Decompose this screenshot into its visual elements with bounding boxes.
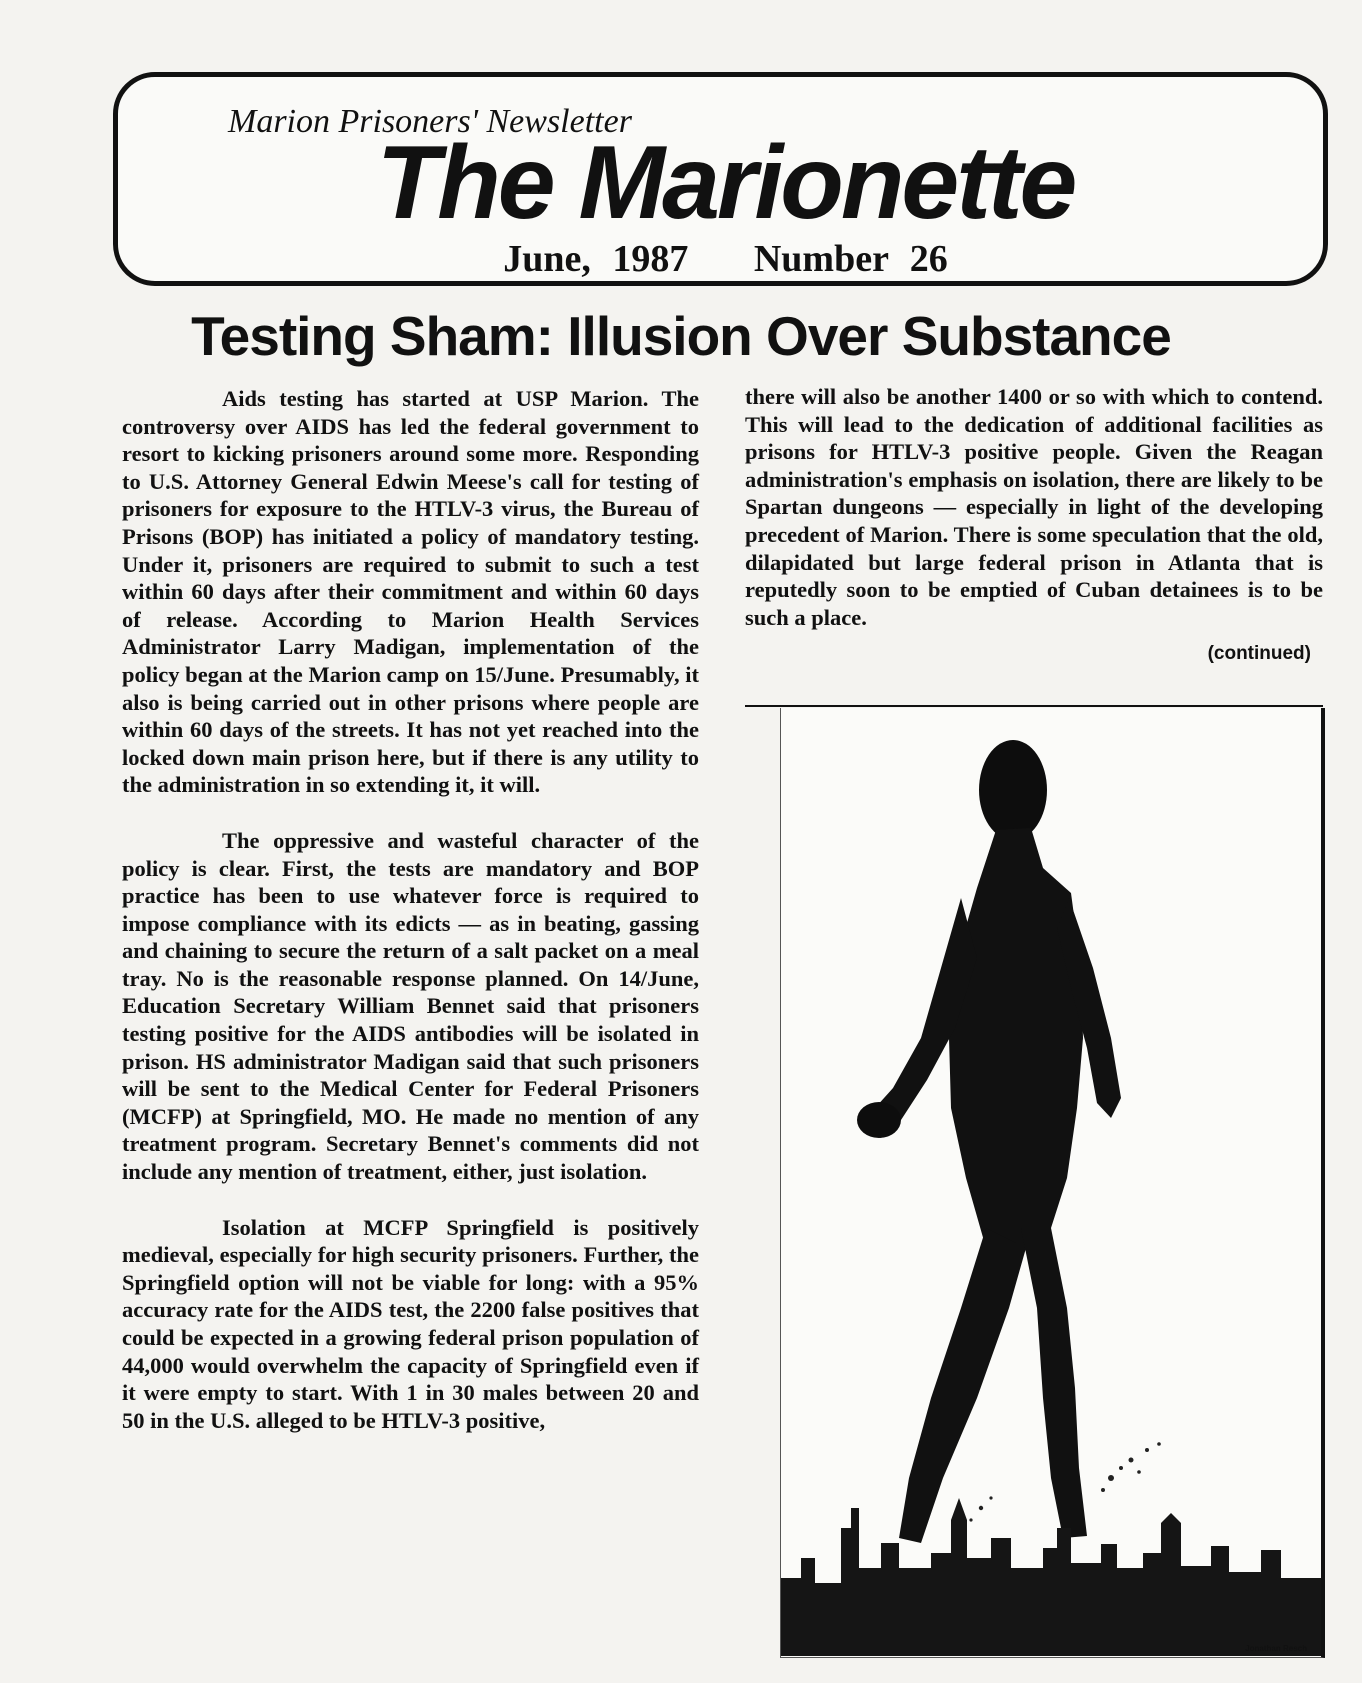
newsletter-title: The Marionette — [376, 125, 1075, 241]
walking-figure-icon — [781, 708, 1321, 1656]
illustration-credit: Jonathan Resch — [1245, 1644, 1307, 1653]
newsletter-subtitle: Marion Prisoners' Newsletter — [228, 103, 632, 140]
article-right-column — [745, 383, 1323, 668]
walking-figure-illustration — [780, 708, 1325, 1658]
article-paragraph: Isolation at MCFP Springfield is positively medieval, especially for high security prisoners. Further, the Springfield option will not be viable for long: with a 95% accuracy rate for the AIDS test, the 2200 false positives that could be expected in a growing federal prison population of 44,000 would overwhelm the capacity of Springfield even if it were empty to start. With 1 in 30 males between 20 and 50 in the U.S. alleged to be HTLV-3 positive, — [122, 1214, 699, 1433]
masthead — [113, 72, 1328, 286]
article-headline: Testing Sham: Illusion Over Substance — [191, 305, 1171, 367]
article-paragraph: Aids testing has started at USP Marion. The controversy over AIDS has led the federal government to resort to kicking prisoners around some more. Responding to U.S. Attorney General Edwin Meese's call for testing of prisoners for exposure to the HTLV-3 virus, the Bureau of Prisons (BOP) has initiated a policy of mandatory testing. Under it, prisoners are required to submit to such a test within 60 days after their commitment and within 60 days of release. According to Marion Health Services Administrator Larry Madigan, implementation of the policy began at the Marion camp on 15/June. Presumably, it also is being carried out in other prisons where people are within 60 days of the streets. It has not yet reached into the locked down main prison here, but if there is any utility to the administration in so extending it, it will. — [122, 386, 699, 798]
column-divider — [745, 705, 1323, 707]
article-left-column — [122, 385, 699, 1434]
continued-label: (continued) — [1207, 643, 1311, 665]
issue-date: June, 1987 — [503, 238, 689, 280]
issue-number: Number 26 — [753, 238, 948, 280]
article-paragraph: The oppressive and wasteful character of the policy is clear. First, the tests are mandatory and BOP practice has been to use whatever force is required to impose compliance with its edicts — as in beating, gassing and chaining to secure the return of a salt packet on a meal tray. No is the reasonable response planned. On 14/June, Education Secretary William Bennet said that prisoners testing positive for the AIDS antibodies will be isolated in prison. HS administrator Madigan said that such prisoners will be sent to the Medical Center for Federal Prisoners (MCFP) at Springfield, MO. He made no mention of any treatment program. Secretary Bennet's comments did not include any mention of treatment, either, just isolation. — [122, 827, 699, 1185]
article-paragraph: there will also be another 1400 or so with which to contend. This will lead to the dedication of additional facilities as prisons for HTLV-3 positive people. Given the Reagan administration's emphasis on isolation, there are likely to be Spartan dungeons — especially in light of the developing precedent of Marion. There is some speculation that the old, dilapidated but large federal prison in Atlanta that is reputedly soon to be emptied of Cuban detainees is to be such a place. — [745, 384, 1323, 630]
issue-line — [118, 237, 1333, 281]
